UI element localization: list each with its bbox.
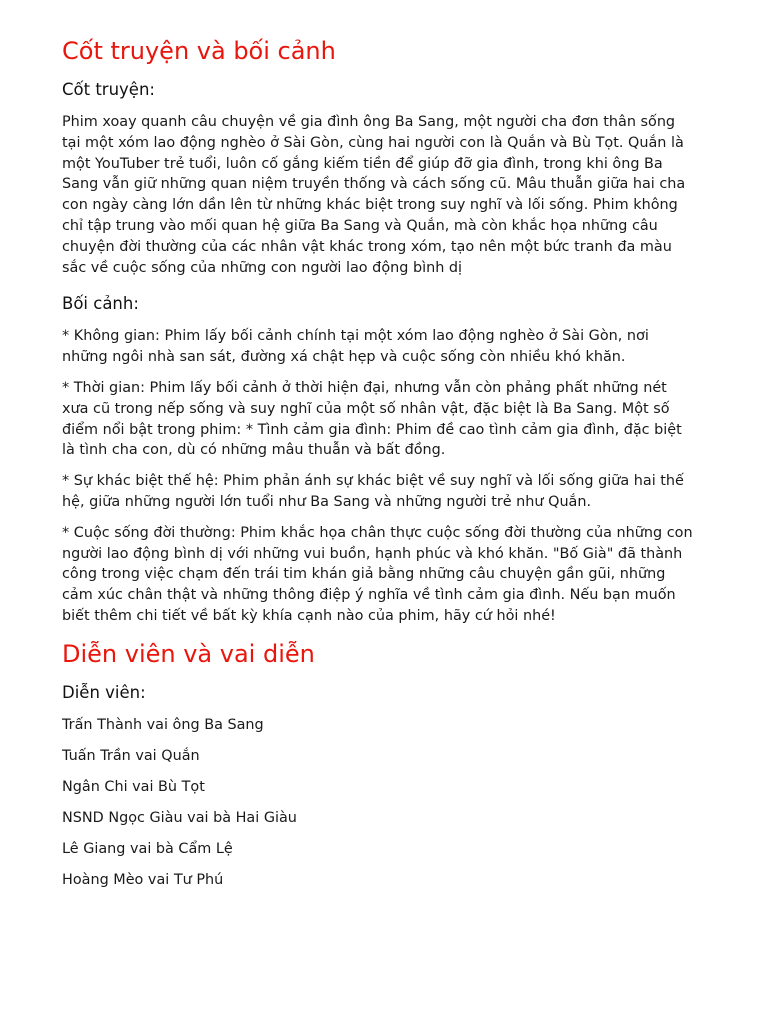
setting-paragraph-generation: * Sự khác biệt thế hệ: Phim phản ánh sự khác biệt về suy nghĩ và lối sống giữa hai thế hệ, giữa những người lớn tuổi như Ba Sang và những người trẻ như Quắn. (62, 473, 684, 510)
setting-paragraph-space: * Không gian: Phim lấy bối cảnh chính tại một xóm lao động nghèo ở Sài Gòn, nơi những ngôi nhà san sát, đường xá chật hẹp và cuộc sống còn nhiều khó khăn. (62, 328, 649, 366)
cast-item: Hoàng Mèo vai Tư Phú (62, 871, 224, 888)
section-title-cast: Diễn viên và vai diễn (62, 639, 315, 668)
cast-item: Lê Giang vai bà Cẩm Lệ (62, 840, 233, 857)
plot-heading: Cốt truyện: (62, 80, 155, 99)
plot-paragraph: Phim xoay quanh câu chuyện về gia đình ông Ba Sang, một người cha đơn thân sống tại một xóm lao động nghèo ở Sài Gòn, cùng hai người con là Quắn và Bù Tọt. Quắn là một YouTuber trẻ tuổi, luôn cố gắng kiếm tiền để giúp đỡ gia đình, trong khi ông Ba Sang vẫn giữ những quan niệm truyền thống và cách sống cũ. Mâu thuẫn giữa hai cha con ngày càng lớn dần lên từ những khác biệt trong suy nghĩ và lối sống. Phim không chỉ tập trung vào mối quan hệ giữa Ba Sang và Quắn, mà còn khắc họa những câu chuyện đời thường của các nhân vật khác trong xóm, tạo nên một bức tranh đa màu sắc về cuộc sống của những con người lao động bình dị (62, 114, 686, 276)
setting-heading: Bối cảnh: (62, 294, 139, 314)
cast-item: Trấn Thành vai ông Ba Sang (62, 716, 264, 733)
section-title-plot-setting: Cốt truyện và bối cảnh (62, 37, 336, 65)
cast-item: Ngân Chi vai Bù Tọt (62, 778, 205, 795)
cast-heading: Diễn viên: (62, 682, 146, 702)
setting-paragraph-daily-life: * Cuộc sống đời thường: Phim khắc họa chân thực cuộc sống đời thường của những con người lao động bình dị với những vui buồn, hạnh phúc và khó khăn. "Bố Già" đã thành công trong việc chạm đến trái tim khán giả bằng những câu chuyện gần gũi, những cảm xúc chân thật và những thông điệp ý nghĩa về tình cảm gia đình. Nếu bạn muốn biết thêm chi tiết về bất kỳ khía cạnh nào của phim, hãy cứ hỏi nhé! (62, 524, 693, 624)
setting-paragraph-time: * Thời gian: Phim lấy bối cảnh ở thời hiện đại, nhưng vẫn còn phảng phất những nét xưa cũ trong nếp sống và suy nghĩ của một số nhân vật, đặc biệt là Ba Sang. Một số điểm nổi bật trong phim: * Tình cảm gia đình: Phim đề cao tình cảm gia đình, đặc biệt là tình cha con, dù có những mâu thuẫn và bất đồng. (62, 379, 682, 459)
cast-item: NSND Ngọc Giàu vai bà Hai Giàu (62, 809, 297, 826)
cast-item: Tuấn Trần vai Quắn (62, 747, 200, 764)
